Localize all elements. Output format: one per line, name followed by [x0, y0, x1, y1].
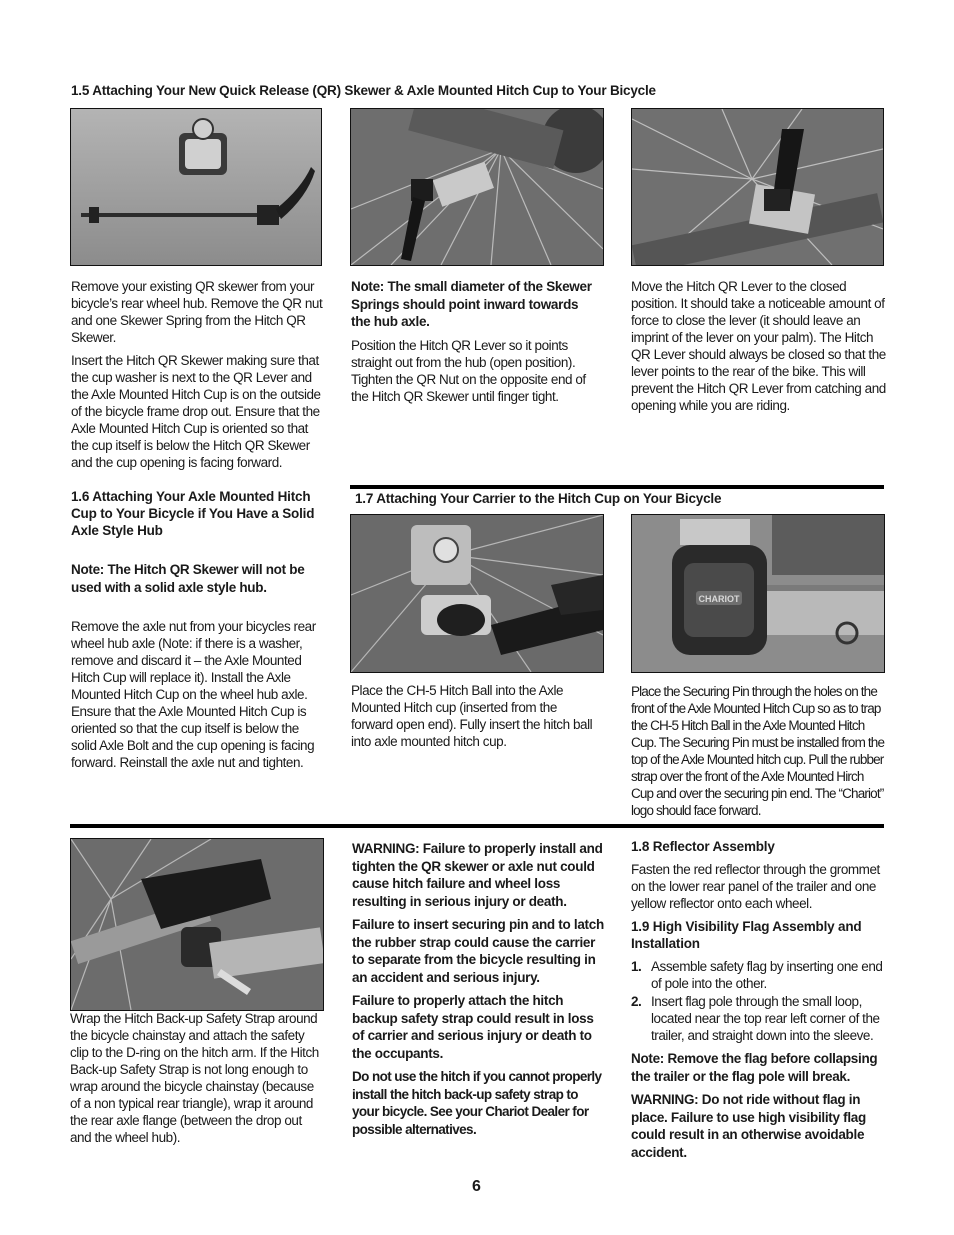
photo-securing-pin-chariot-logo [631, 514, 885, 673]
section-1-5-col1-para1: Remove your existing QR skewer from your bicycle’s rear wheel hub. Remove the QR nut and one Skewer Spring from the Hitch QR Skewer. [71, 279, 323, 345]
photo-skewer-in-dropout-open [350, 108, 604, 266]
section-1-5-col2-text: Position the Hitch QR Lever so it points straight out from the hub (open position). Tighten the QR Nut on the opposite end of the Hitch QR Skewer until finger tight. [351, 337, 586, 404]
warning-securing-pin: Failure to insert securing pin and to latch the rubber strap could cause the carrier to separate from the bicycle resulting in an accident and serious injury. [352, 917, 604, 985]
flag-step-2-text: Insert flag pole through the small loop, located near the top rear left corner of the trailer, and straight down into the sleeve. [651, 994, 880, 1043]
flag-step-2-number: 2. [631, 994, 642, 1009]
section-1-5-skewer-note: Note: The small diameter of the Skewer Springs should point inward towards the hub axle. [351, 279, 592, 329]
section-1-8-text: Fasten the red reflector through the grommet on the lower rear panel of the trailer and one yellow reflector onto each wheel. [631, 862, 880, 911]
section-1-6-note: Note: The Hitch QR Skewer will not be used with a solid axle style hub. [71, 562, 305, 595]
section-1-6-heading: 1.6 Attaching Your Axle Mounted Hitch Cup to Your Bicycle if You Have a Solid Axle Style Hub [71, 489, 315, 538]
photo-backup-safety-strap [70, 838, 324, 1011]
section-1-6-text: Remove the axle nut from your bicycles rear wheel hub axle (Note: if there is a washer, remove and discard it – the Axle Mounted Hitch Cup will replace it). Install the Axle Mounted Hitch Cup on the wheel hub axle. Ensure that the Axle Mounted Hitch Cup is oriented so that the cup itself is below the solid Axle Bolt and the cup opening is facing forward. Reinstall the axle nut and tighten. [71, 619, 316, 770]
list-item [631, 993, 884, 1044]
photo-hitch-ball-insert [350, 514, 604, 673]
section-1-9-heading: 1.9 High Visibility Flag Assembly and Installation [631, 919, 862, 951]
section-1-8-heading: 1.8 Reflector Assembly [631, 839, 775, 854]
warning-backup-strap: Failure to properly attach the hitch backup safety strap could result in loss of carrier and serious injury or death to the occupants. [352, 993, 594, 1061]
warning-dealer-alternatives: Do not use the hitch if you cannot properly install the hitch back-up safety strap to your bicycle. See your Chariot Dealer for possible alternatives. [352, 1069, 602, 1137]
section-1-5-col3-text: Move the Hitch QR Lever to the closed position. It should take a noticeable amount of force to close the lever (it should leave an imprint of the lever on your palm). The Hitch QR Lever should always be closed so that the lever points to the rear of the bike. This will prevent the Hitch QR Lever from catching and opening while you are riding. [631, 279, 886, 413]
flag-warning: WARNING: Do not ride without flag in place. Failure to use high visibility flag could result in an otherwise avoidable accident. [631, 1092, 866, 1160]
section-1-5-col1-para2: Insert the Hitch QR Skewer making sure that the cup washer is next to the QR Lever and the Axle Mounted Hitch Cup is on the outside of the bicycle frame drop out. Ensure that the Axle Mounted Hitch Cup is oriented so that the cup itself is below the Hitch QR Skewer and the cup opening is facing forward. [71, 353, 321, 470]
page-number: 6 [472, 1178, 481, 1195]
list-item [631, 958, 884, 992]
flag-steps-list [631, 958, 884, 1044]
section-1-7-col2-text: Place the CH-5 Hitch Ball into the Axle Mounted Hitch cup (inserted from the forward open end). Fully insert the hitch ball into axle mounted hitch cup. [351, 683, 593, 749]
section-divider-bottom [70, 824, 884, 828]
bottom-col1-strap-text: Wrap the Hitch Back-up Safety Strap around the bicycle chainstay and attach the safety clip to the D-ring on the hitch arm. If the Hitch Back-up Safety Strap is not long enough to wrap around the bicycle chainstay (because of a non typical rear triangle), wrap it around the rear axle flange (between the drop out and the wheel hub). [70, 1011, 319, 1145]
photo-qr-skewer-parts [70, 108, 322, 266]
flag-step-1-number: 1. [631, 959, 642, 974]
section-1-5-heading: 1.5 Attaching Your New Quick Release (QR) Skewer & Axle Mounted Hitch Cup to Your Bicycle [71, 83, 656, 98]
section-divider-1-7 [350, 485, 884, 489]
section-1-7-heading: 1.7 Attaching Your Carrier to the Hitch Cup on Your Bicycle [355, 491, 722, 506]
section-1-7-col3-text: Place the Securing Pin through the holes on the front of the Axle Mounted Hitch Cup so as to trap the CH-5 Hitch Ball in the Axle Mounted Hitch Cup. The Securing Pin must be installed from the top of the Axle Mounted hitch cup. Pull the rubber strap over the front of the Axle Mounted Hirch Cup and over the securing pin end. The “Chariot” logo should face forward. [631, 684, 885, 818]
warning-qr-skewer: WARNING: Failure to properly install and tighten the QR skewer or axle nut could cause hitch failure and wheel loss resulting in serious injury or death. [352, 841, 603, 909]
chariot-logo-text: CHARIOT [698, 594, 740, 604]
photo-skewer-lever-closed [631, 108, 884, 266]
flag-note: Note: Remove the flag before collapsing the trailer or the flag pole will break. [631, 1051, 878, 1084]
flag-step-1-text: Assemble safety flag by inserting one end of pole into the other. [651, 959, 883, 991]
